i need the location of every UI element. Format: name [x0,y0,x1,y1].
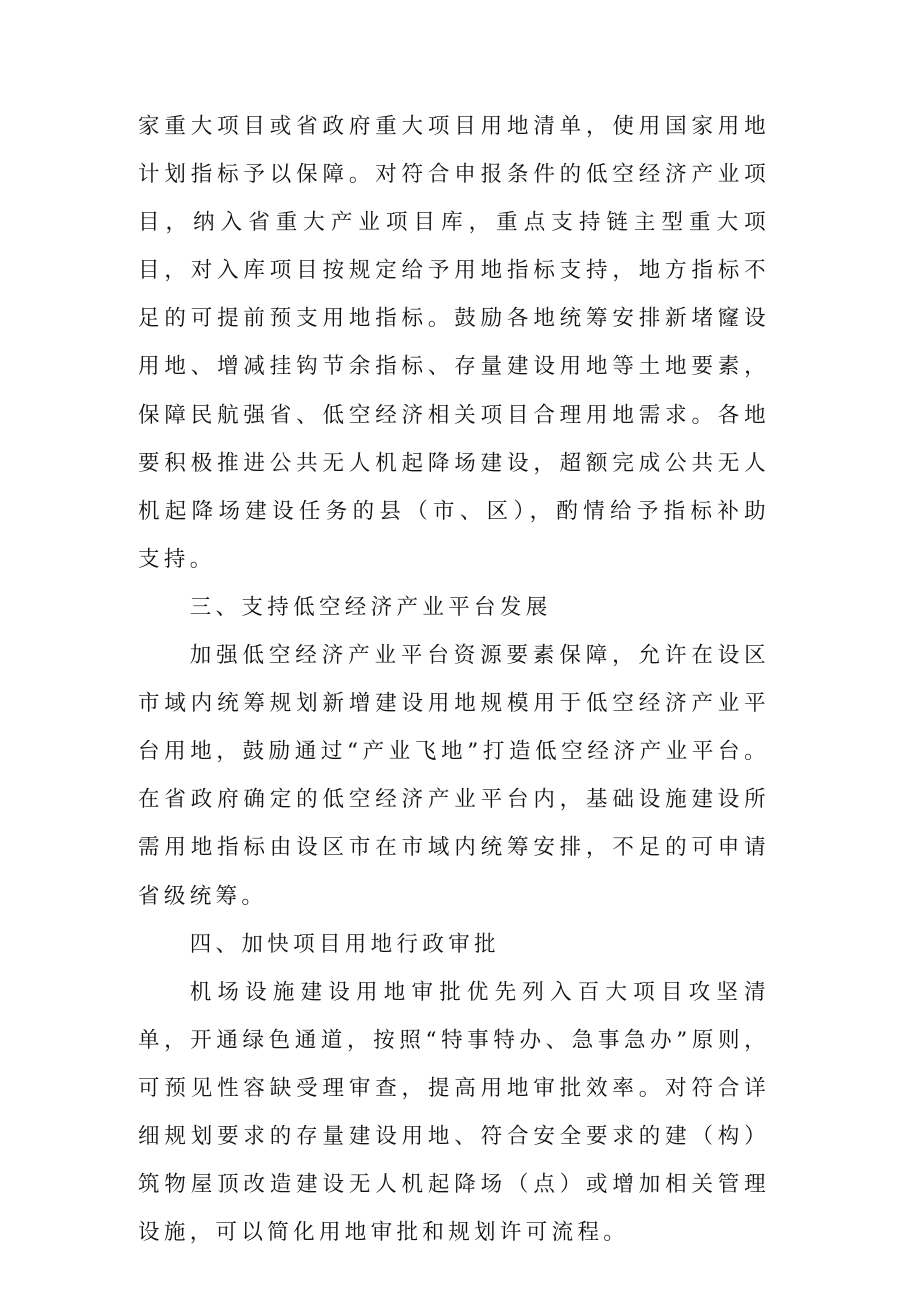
paragraph-industry-platform: 加强低空经济产业平台资源要素保障，允许在设区市域内统筹规划新增建设用地规模用于低空经济产业平台用地，鼓励通过“产业飞地”打造低空经济产业平台。在省政府确定的低空经济产业平台内，基础设施建设所需用地指标由设区市在市域内统筹安排，不足的可申请省级统筹。 [138,643,770,909]
paragraph-land-quota-support: 家重大项目或省政府重大项目用地清单，使用国家用地计划指标予以保障。对符合申报条件的低空经济产业项目，纳入省重大产业项目库，重点支持链主型重大项目，对入库项目按规定给予用地指标支持，地方指标不足的可提前预支用地指标。鼓励各地统筹安排新堵窿设用地、增减挂钩节余指标、存量建设用地等土地要素，保障民航强省、低空经济相关项目合理用地需求。各地要积极推进公共无人机起降场建设，超额完成公共无人机起降场建设任务的县（市、区），酌情给予指标补助支持。 [138,114,770,572]
paragraph-administrative-approval: 机场设施建设用地审批优先列入百大项目攻坚清单，开通绿色通道，按照“特事特办、急事急办”原则，可预见性容缺受理审查，提高用地审批效率。对符合详细规划要求的存量建设用地、符合安全要求的建（构）筑物屋顶改造建设无人机起降场（点）或增加相关管理设施，可以简化用地审批和规划许可流程。 [138,979,770,1246]
document-page [138,103,770,1257]
section-heading-three: 三、支持低空经济产业平台发展 [189,594,552,620]
section-heading-four: 四、加快项目用地行政审批 [189,931,500,957]
